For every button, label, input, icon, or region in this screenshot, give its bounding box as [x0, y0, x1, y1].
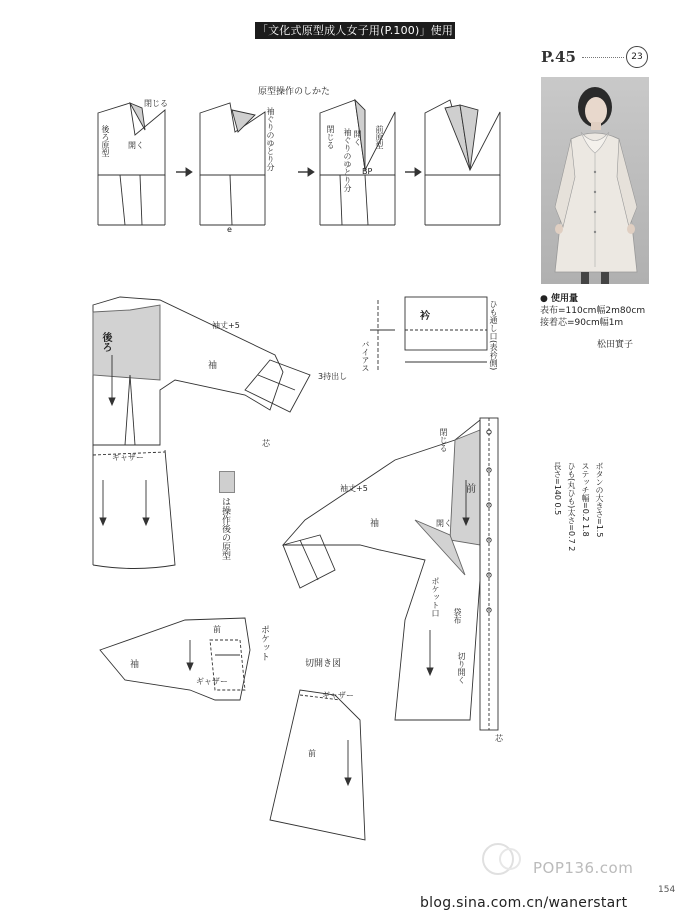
- label-cut-line: 切り開く: [457, 652, 466, 684]
- label-bias: バイアス: [361, 340, 370, 372]
- label-sleeve-len: 袖丈+5: [212, 321, 240, 330]
- label-front-cut: 前: [308, 749, 316, 758]
- label-close-3: 閉じる: [439, 428, 448, 452]
- blog-url: blog.sina.com.cn/wanerstart: [420, 895, 628, 911]
- label-sleeve: 袖: [208, 361, 218, 371]
- interfacing-amount: 接着芯=90cm幅1m: [540, 318, 624, 328]
- label-sleeve-front: 袖: [370, 519, 380, 529]
- label-cord-loop: ひも通し口(表衿側): [489, 300, 498, 371]
- fabric-amount: 表布=110cm幅2m80cm: [540, 306, 646, 316]
- label-close-2: 閉じる: [326, 125, 335, 149]
- label-cut-diagram: 切開き図: [305, 659, 342, 669]
- pattern-number-badge: 23: [626, 46, 648, 68]
- label-core-2: 芯: [495, 734, 503, 743]
- label-open: 開く: [128, 141, 144, 150]
- label-back-proto: 後ろ原型: [101, 125, 110, 157]
- spec-button-size: ボタンの大きさ=1.5: [595, 462, 604, 538]
- label-pocket: ポケット: [259, 625, 269, 661]
- label-pocket-bag: 袋布: [453, 608, 462, 624]
- label-front: 前: [466, 484, 476, 495]
- label-pocket-mouth: ポケット口: [431, 577, 440, 617]
- designer-name: 松田實子: [597, 340, 634, 350]
- watermark-text: POP136.com: [533, 859, 634, 877]
- label-sleeve-len-2: 袖丈+5: [340, 484, 368, 493]
- label-e: e: [227, 225, 232, 234]
- spec-stitch-width: ステッチ幅=0.2 1.8: [581, 462, 590, 537]
- label-front-sleeve: 前: [213, 625, 221, 634]
- label-extension: 3持出し: [318, 372, 348, 381]
- label-gather-2: ギャザー: [196, 677, 228, 686]
- label-front-proto: 前原型: [375, 125, 384, 149]
- label-armhole-ease-2: 袖ぐりのゆとり分: [343, 128, 352, 192]
- label-prototype-op: 原型操作のしかた: [258, 87, 331, 97]
- watermark-logo: [478, 839, 528, 879]
- label-sleeve-piece: 袖: [130, 660, 140, 670]
- label-open-2: 開く: [353, 130, 362, 146]
- page-header: 「文化式原型成人女子用(P.100)」使用: [256, 24, 454, 37]
- page-reference: P.45: [541, 48, 576, 66]
- spec-cord-thickness: ひも(丸ひも)太さ=0.7 2: [567, 462, 576, 552]
- page-number: 154: [658, 885, 676, 895]
- label-back: 後ろ: [100, 332, 111, 352]
- label-armhole-ease: 袖ぐりのゆとり分: [266, 107, 275, 171]
- label-open-3: 開く: [436, 519, 452, 528]
- label-gather-3: ギャザー: [322, 691, 354, 700]
- legend-text: は操作後の原型: [220, 497, 230, 560]
- materials-title: ● 使用量: [540, 294, 578, 304]
- label-core: 芯: [262, 439, 270, 448]
- spec-cord-length: 長さ=140 0.5: [553, 462, 562, 516]
- label-close: 閉じる: [144, 99, 168, 108]
- label-bp: BP: [362, 167, 373, 176]
- label-collar: 衿: [420, 311, 430, 322]
- label-gather: ギャザー: [112, 453, 144, 462]
